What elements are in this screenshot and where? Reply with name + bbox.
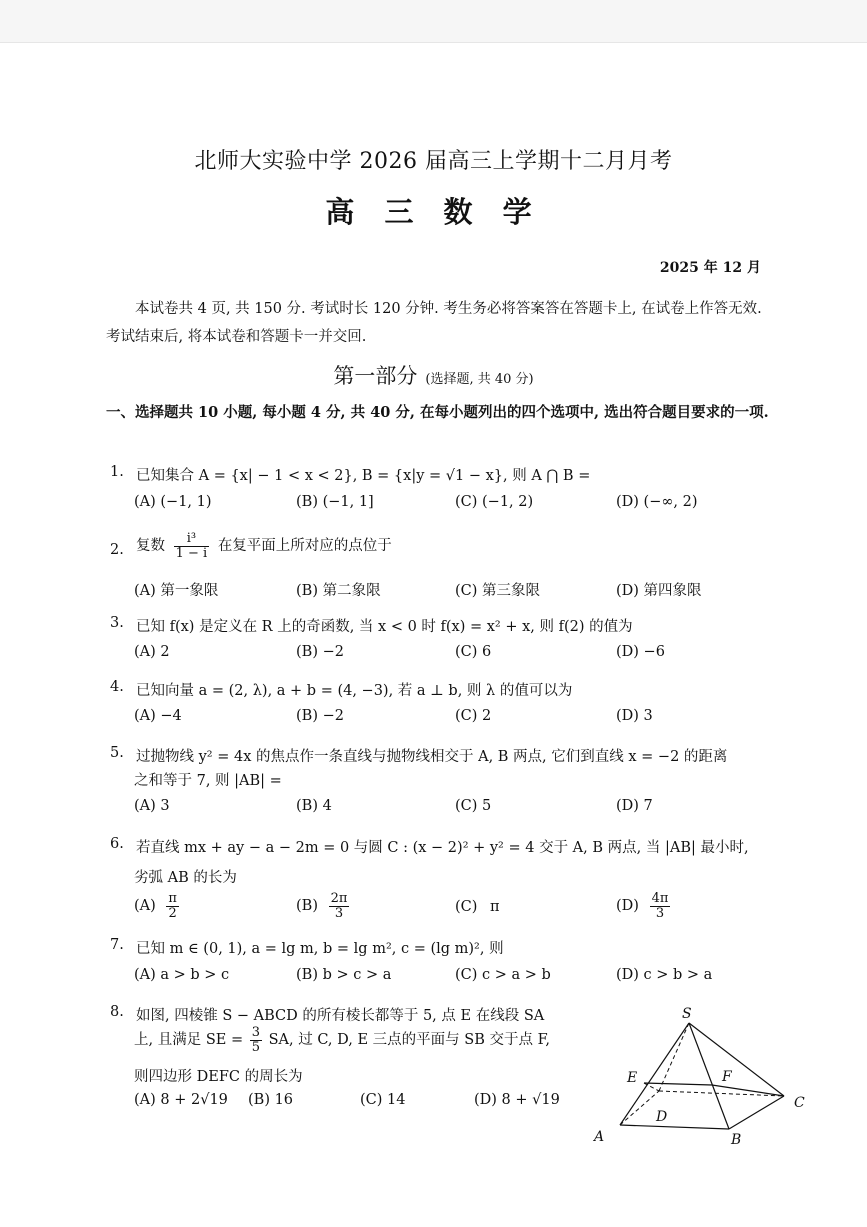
question-5-number: 5. [110,745,124,761]
question-7-text: 已知 m ∈ (0, 1), a = lg m, b = lg m², c = (lg m)², 则 [136,941,504,957]
label-e: E [627,1070,638,1086]
part-heading [0,360,867,390]
q3-option-b: (B) −2 [296,644,344,660]
label-a: A [594,1129,605,1145]
q8-line2-pre: 上, 且满足 SE = [134,1032,244,1049]
question-8-text-line2 [134,1026,550,1054]
q4-option-b: (B) −2 [296,708,344,724]
question-1-text: 已知集合 A = {x| − 1 < x < 2}, B = {x|y = √1 − x}, 则 A ⋂ B = [136,468,591,484]
edge-sd [659,1023,689,1091]
q6-option-b [296,892,349,920]
question-5-text-line2: 之和等于 7, 则 |AB| = [134,773,282,789]
question-6-number: 6. [110,836,124,852]
q6-option-b-label: (B) [296,898,318,915]
q2-pre: 复数 [136,538,165,555]
question-6-text-line2: 劣弧 AB 的长为 [134,870,237,886]
q6-b-den: 3 [334,905,344,921]
question-8-text-line3: 则四边形 DEFC 的周长为 [134,1069,303,1085]
q5-option-a: (A) 3 [134,798,170,814]
q8-option-b: (B) 16 [248,1092,294,1108]
q6-b-num: 2π [330,891,348,906]
q2-option-b: (B) 第二象限 [296,583,381,599]
subject-title: 高 三 数 学 [325,195,542,229]
q5-option-b: (B) 4 [296,798,332,814]
q6-a-den: 2 [168,905,177,921]
q6-option-d-frac [650,892,671,920]
q5-option-d: (D) 7 [616,798,653,814]
q8-frac-num: 3 [251,1025,260,1040]
question-3-number: 3. [110,615,124,631]
q6-option-d-label: (D) [616,898,639,915]
q6-option-c [455,899,500,915]
question-6-text-line1: 若直线 mx + ay − a − 2m = 0 与圆 C : (x − 2)² + y² = 4 交于 A, B 两点, 当 |AB| 最小时, [136,840,749,856]
q3-option-a: (A) 2 [134,644,170,660]
question-2-number: 2. [110,542,124,558]
q2-option-c: (C) 第三象限 [455,583,541,599]
q6-option-a-frac [166,892,179,920]
label-c: C [794,1095,805,1111]
edge-bc [729,1096,784,1129]
q1-option-b: (B) (−1, 1] [296,494,374,510]
question-1-number: 1. [110,464,124,480]
q7-option-c: (C) c > a > b [455,967,551,983]
q2-post: 在复平面上所对应的点位于 [217,538,392,555]
intro-paragraph: 本试卷共 4 页, 共 150 分. 考试时长 120 分钟. 考生务必将答案答在答题卡上, 在试卷上作答无效. 考试结束后, 将本试卷和答题卡一并交回. [106,301,762,345]
q5-option-c: (C) 5 [455,798,492,814]
q2-option-d: (D) 第四象限 [616,583,702,599]
q6-option-d [616,892,670,920]
q6-option-a-label: (A) [134,898,156,915]
exam-title: 北师大实验中学 2026 届高三上学期十二月月考 [194,149,673,174]
edge-fc [712,1085,784,1096]
q7-option-d: (D) c > b > a [616,967,713,983]
q8-option-d: (D) 8 + √19 [474,1092,560,1108]
question-4-text: 已知向量 a = (2, λ), a + b = (4, −3), 若 a ⊥ b, 则 λ 的值可以为 [136,683,573,699]
q6-d-num: 4π [651,891,669,906]
pyramid-figure [586,1000,816,1155]
question-2-text [136,532,392,560]
q3-option-d: (D) −6 [616,644,665,660]
label-f: F [722,1069,732,1085]
q8-fraction [250,1026,262,1054]
q6-d-den: 3 [655,905,665,921]
edge-ab [620,1125,729,1129]
question-4-number: 4. [110,679,124,695]
exam-date: 2025 年 12 月 [659,260,761,276]
q6-option-c-value: π [490,899,500,915]
q2-frac-den: 1 − i [175,545,208,561]
part-note: (选择题, 共 40 分) [425,372,534,387]
q2-frac-num: i³ [174,532,210,547]
section-instructions: 一、选择题共 10 小题, 每小题 4 分, 共 40 分, 在每小题列出的四个选项中, 选出符合题目要求的一项. [106,404,769,421]
top-band [0,0,867,43]
q6-option-c-label: (C) [455,899,478,915]
question-8-number: 8. [110,1004,124,1020]
question-7-number: 7. [110,937,124,953]
label-b: B [731,1132,742,1148]
q1-option-a: (A) (−1, 1) [134,494,212,510]
question-8-text-line1: 如图, 四棱锥 S − ABCD 的所有棱长都等于 5, 点 E 在线段 SA [136,1008,545,1024]
q3-option-c: (C) 6 [455,644,492,660]
q6-option-a [134,892,179,920]
q7-option-a: (A) a > b > c [134,967,230,983]
q6-option-b-frac [329,892,350,920]
q8-option-c: (C) 14 [360,1092,406,1108]
q4-option-d: (D) 3 [616,708,653,724]
q4-option-c: (C) 2 [455,708,492,724]
q8-option-a: (A) 8 + 2√19 [134,1092,228,1108]
question-3-text: 已知 f(x) 是定义在 R 上的奇函数, 当 x < 0 时 f(x) = x² + x, 则 f(2) 的值为 [136,619,633,635]
q6-a-num: π [168,891,177,906]
q1-option-c: (C) (−1, 2) [455,494,534,510]
q7-option-b: (B) b > c > a [296,967,392,983]
question-5-text-line1: 过抛物线 y² = 4x 的焦点作一条直线与抛物线相交于 A, B 两点, 它们到直线 x = −2 的距离 [136,749,728,765]
label-d: D [656,1109,668,1125]
q4-option-a: (A) −4 [134,708,182,724]
q1-option-d: (D) (−∞, 2) [616,494,698,510]
label-s: S [682,1006,692,1022]
edge-ef [644,1083,712,1085]
q2-option-a: (A) 第一象限 [134,583,219,599]
q2-fraction [174,532,210,560]
q8-line2-post: SA, 过 C, D, E 三点的平面与 SB 交于点 F, [268,1032,550,1049]
part-title: 第一部分 [333,364,418,388]
q8-frac-den: 5 [251,1039,260,1055]
